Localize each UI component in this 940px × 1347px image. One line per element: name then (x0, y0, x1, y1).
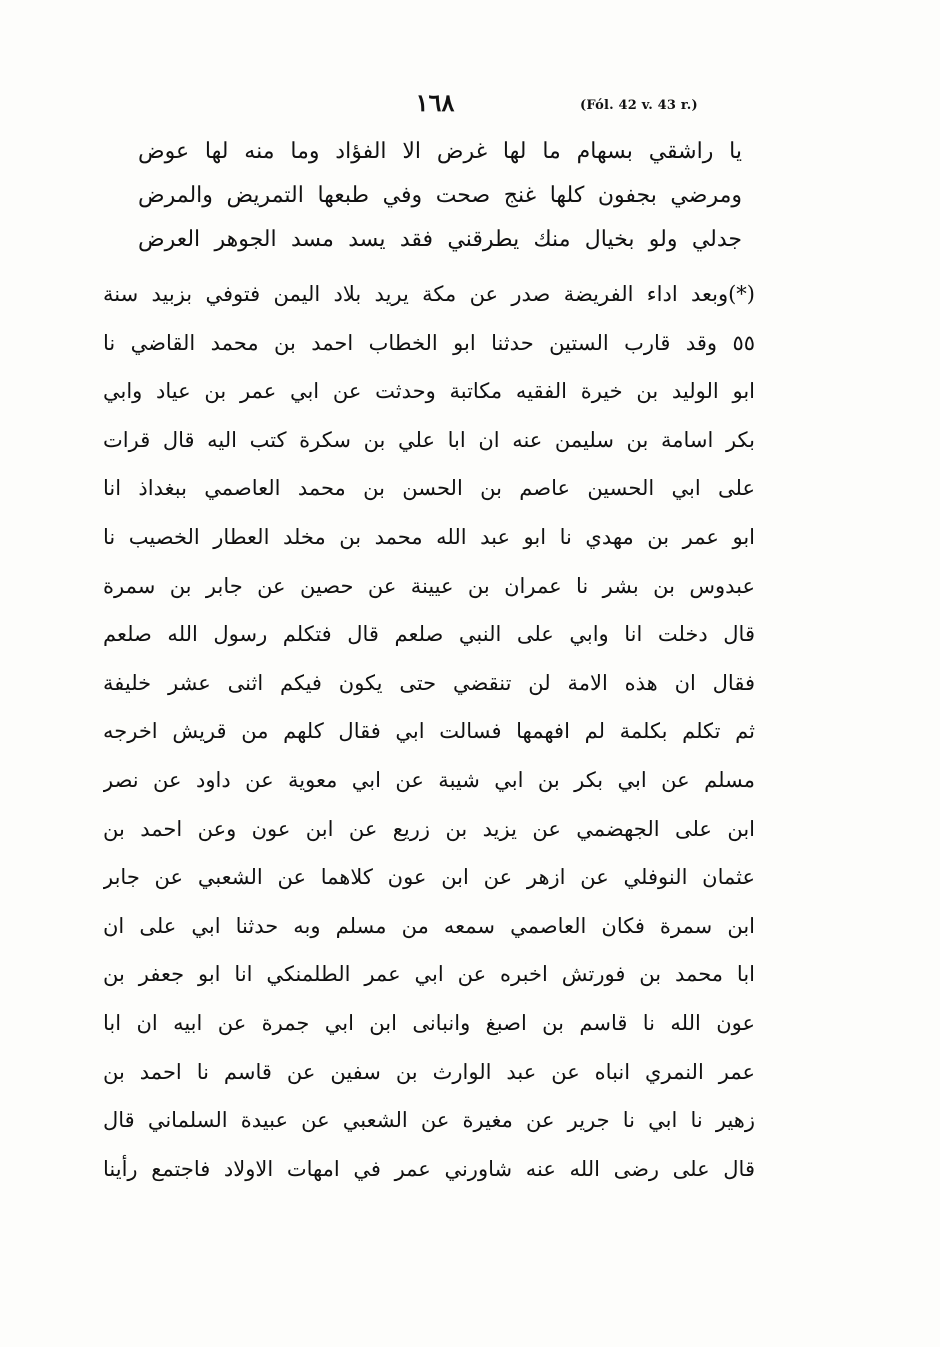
prose-body (103, 270, 755, 1193)
verse-line: جدلي ولو بخيال منك يطرقني فقد يسد مسد الجوهر العرض (138, 227, 742, 252)
verse-line: يا راشقي بسهام ما لها غرض الا الفؤاد وما منه لها عوض (138, 139, 742, 164)
text-line: عبدوس بن بشر نا عمران بن عيينة عن حصين عن جابر بن سمرة (103, 573, 755, 598)
verse-line: ومرضي بجفون كلها غنج صحت وفي طبعها التمريض والمرض (138, 183, 742, 208)
text-line: ثم تكلم بكلمة لم افهمها فسالت ابي فقال كلهم من قريش اخرجه (103, 719, 755, 744)
text-line: قال دخلت انا وابي على النبي صلعم قال فتكلم رسول الله صلعم (103, 622, 755, 647)
text-line: قال على رضى الله عنه شاورني عمر في امهات الاولاد فاجتمع رأينا (103, 1156, 755, 1181)
text-line: فقال ان هذه الامة لن تنقضي حتى يكون فيكم اثنى عشر خليفة (103, 670, 755, 695)
text-line: ابن سمرة فكان العاصمي سمعه من مسلم وبه حدثنا ابي على ان (103, 913, 755, 938)
folio-reference: (Fól. 42 v. 43 r.) (580, 98, 698, 113)
poem-verses (138, 130, 750, 262)
page-number: ١٦٨ (415, 88, 455, 117)
text-line: (*)وبعد اداء الفريضة صدر عن مكة يريد بلاد اليمن فتوفي بزبيد سنة (103, 282, 755, 306)
text-line: ابو الوليد بن خيرة الفقيه مكاتبة وحدثت عن ابي عمر بن عياد وابي (103, 379, 755, 404)
text-line: عثمان النوفلي عن ازهر عن ابن عون كلاهما عن الشعبي عن جابر (103, 865, 755, 890)
text-line: مسلم عن ابي بكر بن ابي شيبة عن ابي معوية عن داود عن نصر (103, 767, 755, 792)
text-line: ابا محمد بن فورتش اخبره عن ابي عمر الطلمنكي انا ابو جعفر بن (103, 962, 755, 987)
text-line: على ابي الحسين عاصم بن الحسن بن محمد العاصمي ببغداذ انا (103, 476, 755, 501)
text-line: ابو عمر بن مهدي نا ابو عبد الله محمد بن مخلد العطار الخصيب نا (103, 524, 755, 549)
text-line: عون الله نا قاسم بن اصبغ وانبانى ابن ابي جمرة عن ابيه ان ابا (103, 1010, 755, 1035)
text-line: بكر اسامة بن سليمن عنه ان ابا علي بن سكرة كتب اليه قال قرات (103, 427, 755, 452)
text-line: زهير نا ابي نا جرير عن مغيرة عن الشعبي عن عبيدة السلماني قال (103, 1108, 755, 1133)
text-line: عمر النمري انباه عن عبد الوارث بن سفين عن قاسم نا احمد بن (103, 1059, 755, 1084)
text-line: ابن على الجهضمي عن يزيد بن زريع عن ابن عون وعن احمد بن (103, 816, 755, 841)
text-line: ٥٥ وقد قارب الستين حدثنا ابو الخطاب احمد بن محمد القاضي نا (103, 330, 755, 355)
